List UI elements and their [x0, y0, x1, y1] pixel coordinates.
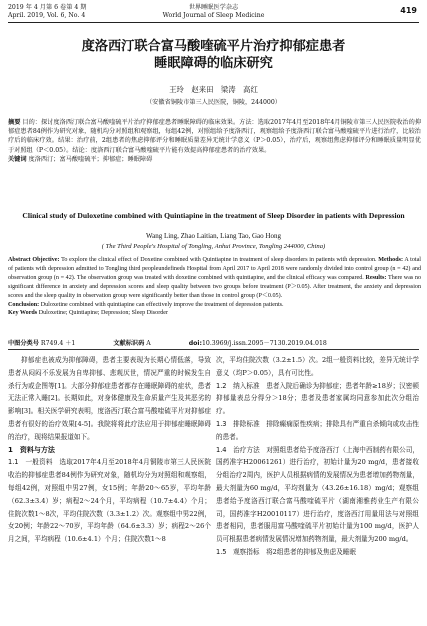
- clc-value: R749.4 ＋1: [40, 340, 76, 347]
- abstract-divider: [8, 349, 419, 350]
- journal-name-en: World Journal of Sleep Medicine: [162, 12, 265, 19]
- issue-info-en: April. 2019, Vol. 6, No. 4: [8, 12, 86, 19]
- abstract-cn: [8, 118, 421, 164]
- continued-paragraph: 次，平均住院次数（3.2±1.5）次。2组一般资料比较，差异无统计学意义（均P＞0.05），具有可比性。: [216, 356, 419, 377]
- section-heading-1: 1 资料与方法: [8, 445, 55, 454]
- clc-label: 中图分类号: [8, 340, 39, 347]
- section-1-4-text: 对照组患者给予度洛西汀（上海中西制药有限公司，国药准字H20061261）进行治疗，初始计量为20 mg/d，患者接收分组治疗2周内，医护人员根据病情的发展情况为患者增加药物剂量，最大剂量为60 mg/d，平均剂量为（43.26±16.18）mg/d；观察组患者给予度洛西汀联合富马酸喹硫平片（湖南湘雅药业生产有限公司，国药准字H20010117）进行治疗，度洛西汀用量用法与对照组患者相同，患者服用富马酸喹硫平片初始计量为100 mg/d，医护人员可根据患者病情发展情况增加药物剂量，最大剂量为200 mg/d。: [216, 445, 420, 544]
- doi-label: doi:: [188, 340, 202, 347]
- article-title-cn: [0, 38, 427, 72]
- section-1-3-text: 排除癫痫原性疾病；排除具有严重自杀倾向或攻击性的患者。: [216, 419, 420, 441]
- section-1-5-label: 1.5 观察指标: [216, 547, 260, 556]
- keywords-cn-label: 关键词: [8, 155, 27, 163]
- affiliation-cn: （安徽省铜陵市第三人民医院，铜陵，244000）: [146, 99, 281, 106]
- clc-field: [8, 340, 93, 347]
- objective-text: To explore the clinical effect of Doxetine combined with Quintiapine in treatment of sleep disorders in patients with depression.: [61, 257, 377, 263]
- doi-value: 10.3969/j.issn.2095－7130.2019.04.018: [201, 340, 327, 347]
- running-header: [8, 4, 419, 24]
- affiliation-en: ( The Third People's Hospital of Tongling, Anhui Province, Tongling 244000, China): [101, 243, 326, 250]
- authors-en: Wang Ling, Zhao Laitian, Liang Tao, Gao Hong: [146, 232, 281, 240]
- doc-code-field: [113, 340, 168, 347]
- article-title-en: Clinical study of Duloxetine combined with Quintiapine in the treatment of Sleep Disorder in patients with Depression: [22, 211, 405, 220]
- authors-cn: 王玲 赵来田 梁涛 高红: [169, 85, 258, 94]
- section-1-3-label: 1.3 排除标准: [216, 419, 260, 428]
- journal-name-cn: 世界睡眠医学杂志: [188, 4, 239, 11]
- section-1-2-label: 1.2 纳入标准: [216, 381, 260, 390]
- section-1-1-text: 选取2017年4月至2018年4月铜陵市第三人民医院收治的抑郁症患者84例作为研究对象，随机均分为对照组和观察组，每组42例，对照组中男27例，女15例；年龄20～65岁，平均年龄（62.3±3.4）岁；病程2～24个月，平均病程（10.7±4.4）个月；住院次数1～8次，平均住院次数（3.3±1.2）次。观察组中男22例，女20例；年龄22～70岁，平均年龄（64.6±3.3）岁；病程2～26个月之间，平均病程（10.6±4.1）个月；住院次数1～8: [8, 458, 212, 544]
- journal-name: [8, 4, 419, 20]
- section-1-5-text: 将2组患者的抑郁及焦虑及睡眠: [266, 547, 356, 556]
- body-column-right: [216, 354, 419, 559]
- header-divider: [8, 22, 419, 23]
- abstract-en-label: Abstract: [8, 257, 31, 263]
- conclusion-label: Conclusion:: [8, 301, 40, 308]
- title-cn-line2: 睡眠障碍的临床研究: [154, 56, 273, 71]
- classification-line: [8, 338, 419, 347]
- keywords-en-text: Duloxetine; Quintiapine; Depression; Sleep Disorder: [38, 310, 169, 317]
- objective-label: Objective:: [32, 257, 60, 263]
- intro-paragraph: 抑郁症也被成为抑郁障碍，患者主要表现为长期心情低落，导致患者从闷闷不乐发展为自卑抑郁、悲观厌世，情况严重的时候发生自杀行为或企图等[1]。大部分抑郁症患者都存在睡眠障碍的症状，患者无法正常入睡[2]。长期如此，对身体健康及生命质量产生及其恶劣的影响[3]。相关医学研究表明，度洛西汀联合富马酸喹硫平片对抑郁症患者有很好的治疗效果[4-5]。我院将将此疗法应用于抑郁症睡眠障碍的治疗，现将结果报道如下。: [8, 356, 211, 441]
- abstract-cn-text: 目的：探讨度洛西汀联合富马酸喹硫平片治疗抑郁症患者睡眠障碍的临床效果。方法：选取2017年4月至2018年4月铜陵市第三人民医院收治的抑郁症患者84例作为研究对象，随机均分对照组和观察组，每组42例，对照组给予度洛西汀，观察组给予度洛西汀联合富马酸喹硫平片进行治疗，比较治疗后的临床疗效。结果：治疗前，2组患者的焦虑抑郁评分和睡眠质量差异无统计学意义（P＞0.05），治疗后，观察组焦虑抑郁评分和睡眠质量明显优于对照组（P＜0.05）。结论：度洛西汀联合富马酸喹硫平片能有效提高抑郁症患者的治疗效果。: [8, 119, 422, 154]
- section-1-4-label: 1.4 治疗方法: [216, 445, 260, 454]
- doc-code-value: A: [146, 340, 151, 347]
- abstract-en: [8, 256, 421, 318]
- keywords-cn-text: 度洛西汀；富马酸喹硫平；抑郁症；睡眠障碍: [28, 155, 153, 163]
- page-number: 419: [400, 6, 417, 15]
- results-label: Results:: [365, 274, 387, 281]
- abstract-cn-label: 摘要: [8, 119, 21, 126]
- methods-text: A total of patients with depression admitted to Tongling third peopleundefineds Hospital from April 2017 to April 2018 were randomly divided into control group (n = 42) and observation group (n = 42). The observation group was treated with doxetine combined with quintiapine, and the clinical efficacy was compared.: [8, 257, 422, 281]
- body-column-left: [8, 354, 211, 546]
- doi-field: [189, 340, 345, 347]
- results-text: There was no significant difference in anxiety and depression scores and sleep quality between two groups before treatment (P＞0.05). After treatment, the anxiety and depression scores and the sleep quality in observation group were significantly better than those in control group (P＜0.05).: [8, 274, 422, 299]
- keywords-en-label: Key Words: [8, 310, 38, 317]
- doc-code-label: 文献标识码: [113, 340, 145, 347]
- methods-label: Methods:: [378, 257, 403, 263]
- conclusion-text: Duloxetine combined with quintiapine can effectively improve the treatment of depression patients.: [40, 301, 284, 308]
- section-1-2-text: 患者入院后确诊为抑郁症；患者年龄≥18岁；汉密顿抑郁量表总分得分＞18分；患者及患者家属均同意参加此次分组治疗。: [216, 381, 419, 416]
- issue-info-cn: 2019 年 4 月第 6 卷第 4 期: [8, 4, 87, 11]
- title-cn-line1: 度洛西汀联合富马酸喹硫平片治疗抑郁症患者: [81, 39, 346, 54]
- section-1-1-label: 1.1 一般资料: [8, 458, 53, 467]
